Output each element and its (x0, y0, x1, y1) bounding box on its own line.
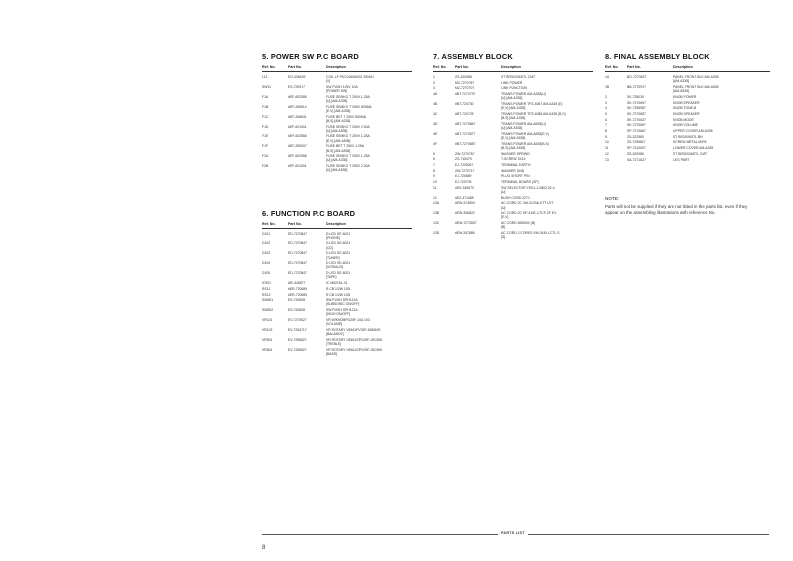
table-row (433, 186, 593, 194)
row-ref: 7 (433, 162, 435, 167)
row-description: FUSE BET T 250V 800MA [B,S] [AM-A335] (326, 114, 366, 123)
table-row (605, 146, 770, 150)
row-part-no: ZW-7270717 (455, 168, 475, 173)
row-part-no: ZW-7270767 (455, 151, 475, 156)
table-row (433, 81, 593, 85)
row-description: SW PUSH SPH121A [HIGH ON/OFF] (326, 308, 358, 317)
row-ref: 4F (433, 141, 437, 146)
row-description: KNOB TONE-B (673, 106, 697, 111)
row-description: VR W/KNOBPG25F-10A 103 [VOLUME] (326, 318, 370, 327)
row-part-no: #EW-336822 (455, 211, 475, 216)
row-ref: SW501 (262, 298, 274, 303)
header-desc: Description (501, 65, 521, 69)
row-ref: 8 (605, 129, 607, 134)
table-row (262, 115, 412, 123)
row-description: VR ROTARY V8161PV25F-4BM10K [BALANCE] (326, 327, 381, 337)
table-row (262, 85, 412, 93)
row-description: FUSE SEMKO T 250V 800MA [E,V] [AM-A335] (326, 104, 372, 113)
row-part-no: EJ-720689 (455, 174, 472, 179)
row-part-no: EV-7255827 (288, 347, 307, 352)
table-row (605, 118, 770, 122)
row-part-no: SK-7270637 (627, 117, 646, 122)
final-table (605, 75, 770, 162)
row-description: FUSE SEMKO T 250V 1.25A [E,V] [AM-A535] (326, 134, 370, 143)
table-row (433, 112, 593, 120)
row-description: D LED SE-6021 [VCR/AUX] (326, 261, 351, 270)
row-ref: 9 (605, 134, 607, 139)
row-ref: 2 (605, 94, 607, 99)
note-title: NOTE: (605, 195, 620, 201)
row-ref: 1B (605, 84, 610, 89)
table-row (433, 122, 593, 130)
row-ref: IC901 (262, 281, 272, 286)
table-row (605, 95, 770, 99)
function-title: 6. FUNCTION P.C BOARD (262, 208, 356, 218)
row-part-no: #EF-601001 (288, 164, 307, 169)
row-ref: 5 (433, 151, 435, 156)
row-ref: 13C (433, 221, 440, 226)
row-part-no: ED-7270847 (288, 261, 308, 266)
row-part-no: EV-7270827 (288, 318, 307, 323)
row-ref: 7 (605, 123, 607, 128)
row-ref: 11 (433, 185, 437, 190)
row-ref: RS11 (262, 286, 271, 291)
row-part-no: #BT-7270867 (455, 121, 476, 126)
row-description: AC CORD 2 CORES VM-0430,LCTL S [S] (501, 231, 560, 240)
row-ref: VR601 (262, 347, 273, 352)
table-row (262, 338, 412, 346)
table-row (262, 232, 412, 240)
row-description: PANEL FRONT BLK AM-A335 [AM-A335] (673, 75, 719, 84)
table-row (262, 261, 412, 269)
header-part: Part No. (455, 65, 469, 69)
row-description: AC CORD 2C KP-419C,LTCF-2F EV [E,V] (501, 211, 557, 220)
row-part-no: ES-720917 (288, 84, 305, 89)
row-ref: 11 (605, 146, 609, 151)
row-description: KNOB SPEAKER (673, 111, 700, 116)
row-description: WASHER GND (501, 168, 525, 173)
row-part-no: #EF-602558 (288, 134, 307, 139)
row-ref: 10 (605, 140, 609, 145)
row-part-no: #EW-7270837 (455, 221, 477, 226)
row-ref: 13D (433, 231, 440, 236)
row-part-no: #EI-346877 (288, 281, 306, 286)
row-part-no: MZ-7270707 (455, 86, 475, 91)
table-row (262, 308, 412, 316)
table-row (433, 231, 593, 239)
table-row (605, 152, 770, 156)
row-description: SW SELECTOR YKS1-1-0802 02-4 [U] (501, 185, 555, 194)
row-part-no: ED-7270847 (288, 231, 308, 236)
row-description: AC CORD 2C VM-0120A,KTT UYT [U] (501, 201, 554, 210)
row-part-no: SK-7270657 (627, 123, 646, 128)
table-row (433, 221, 593, 229)
row-part-no: #EF-256841 (288, 114, 307, 119)
row-ref: 3 (605, 100, 607, 105)
table-row (262, 271, 412, 279)
table-row (433, 142, 593, 150)
table-row (605, 123, 770, 127)
row-description: FUSE SEMKO T 250V 1.25A [U] [AM-A335] (326, 154, 370, 163)
row-description: ST BR3X06STL BN (673, 134, 703, 139)
table-row (605, 129, 770, 133)
table-row (433, 169, 593, 173)
row-ref: F1A (262, 94, 269, 99)
table-row (262, 154, 412, 162)
row-ref: 4B (433, 102, 438, 107)
page-number: 8 (262, 545, 266, 551)
row-ref: 4 (605, 106, 607, 111)
row-part-no: #EF-256514 (288, 104, 307, 109)
table-row (433, 174, 593, 178)
row-description: TERMINAL BOARD (SP) (501, 180, 539, 185)
row-ref: D104 (262, 261, 271, 266)
row-ref: L11 (262, 75, 268, 79)
row-ref: D105 (262, 271, 271, 276)
row-description: TERMINAL EARTH (501, 162, 531, 167)
row-description: KNOB SPEAKER (673, 100, 700, 105)
row-part-no: ZS-320986 (455, 75, 472, 79)
row-part-no: SK-728030 (627, 94, 644, 99)
row-part-no: #EW-374894 (455, 201, 475, 206)
row-description: TRANS POWER AM-A535(E,V) [E,V] [AM-A535] (501, 131, 549, 140)
footer-label: PARTS LIST (498, 531, 528, 535)
row-description: FUSE SEMKO T 250V 2.00A [U] [AM-A535] (326, 124, 370, 133)
row-description: SW PUSH SPH121A [SUBSONIC ON/OFF] (326, 298, 360, 307)
row-part-no: #EF-259007 (288, 144, 307, 149)
row-part-no: #ES-349670 (455, 185, 474, 190)
row-description: AC CORD BS6500 (B) [B] (501, 221, 536, 230)
row-description: TRANS POWER TPZ-4087 AM-A335 (E) [E,V] [AM-A335] (501, 102, 563, 111)
row-part-no: #BT-720730 (455, 102, 474, 107)
row-part-no: EV-7254717 (288, 327, 307, 332)
row-ref: 4E (433, 131, 438, 136)
row-part-no: MZ-7270787 (455, 80, 475, 85)
table-row (262, 95, 412, 103)
row-description: FUSE SEMKO T 250V 1.25A [U] [AM-A335] (326, 94, 370, 104)
table-row (262, 348, 412, 356)
table-row (433, 163, 593, 167)
table-row (433, 86, 593, 90)
header-part: Part No. (288, 221, 302, 226)
header-desc: Description (326, 65, 346, 69)
power-sw-table (262, 75, 412, 173)
assembly-table (433, 75, 593, 240)
row-ref: RS12 (262, 292, 271, 297)
table-row (262, 164, 412, 172)
final-title: 8. FINAL ASSEMBLY BLOCK (605, 52, 710, 61)
table-row (262, 281, 412, 285)
row-part-no: SP-7210607 (627, 146, 646, 151)
table-row (433, 157, 593, 161)
row-ref: SW502 (262, 308, 274, 313)
row-ref: 5 (605, 111, 607, 116)
row-part-no: EV-7255827 (288, 337, 307, 342)
row-part-no: ES-720698 (288, 308, 305, 313)
row-description: COIL LF PKC01606H02 250UH [V] (326, 75, 374, 84)
row-part-no: SA-7271627 (627, 157, 646, 162)
row-description: TRANS POWER AM-A335(U) [U] [AM-A335] (501, 92, 546, 101)
header-part: Part No. (288, 65, 302, 69)
row-ref: 6 (433, 157, 435, 162)
row-description: SCREW METAL M3*8 (673, 140, 707, 145)
row-description: PLUG SHORT PIN (501, 174, 530, 179)
row-ref: 4D (433, 121, 438, 126)
row-part-no: #EF-601001 (288, 124, 307, 129)
header-desc: Description (673, 65, 693, 69)
row-description: D LED SE-6021 [CD] (326, 241, 351, 250)
row-description: PANEL FRONT BLK AM-A535 [AM-A535] (673, 84, 719, 94)
table-row (262, 328, 412, 336)
table-row (605, 75, 770, 83)
table-row (262, 241, 412, 249)
assembly-title: 7. ASSEMBLY BLOCK (433, 52, 513, 61)
header-ref: Ref. No. (262, 221, 276, 226)
row-ref: VR102 (262, 327, 273, 332)
table-row (433, 196, 593, 200)
table-row (433, 211, 593, 219)
header-part: Part No. (627, 65, 641, 69)
table-row (433, 75, 593, 79)
table-row (262, 287, 412, 291)
row-part-no: #ER-720689 (288, 286, 308, 291)
row-description: LINK FUNCTION (501, 86, 527, 91)
table-row (433, 201, 593, 209)
row-description: IC M5218L-01 (326, 281, 348, 286)
row-ref: VR501 (262, 337, 273, 342)
row-description: ST BR30X06STL CMT (501, 75, 536, 79)
row-part-no: ZS-7255817 (627, 140, 646, 145)
row-description: KNOB POWER (673, 94, 697, 99)
row-description: SW PUSH 125V 10A [POWER SW] (326, 84, 358, 94)
row-description: VR ROTARY V8161GPV25F-15C50K [TREBLE] (326, 337, 383, 347)
table-row (262, 251, 412, 259)
row-description: LEG PART (673, 157, 690, 162)
assembly-header (433, 65, 593, 72)
row-ref: VR101 (262, 318, 273, 323)
column-left (262, 52, 412, 356)
row-part-no: EO-336409 (288, 75, 306, 79)
row-description: KNOB VOLUME (673, 123, 698, 128)
row-ref: 4A (433, 92, 438, 97)
table-row (433, 132, 593, 140)
row-ref: 8 (433, 168, 435, 173)
row-part-no: ES-720698 (288, 298, 305, 303)
row-part-no: SP-7270667 (627, 129, 646, 134)
power-sw-title: 5. POWER SW P.C BOARD (262, 52, 359, 61)
row-description: R CB 1/2W 10Ω (326, 286, 351, 291)
row-part-no: SK-7255987 (627, 106, 646, 111)
row-ref: 12 (605, 151, 609, 156)
row-ref: D101 (262, 231, 271, 236)
column-middle (433, 52, 593, 240)
table-row (605, 101, 770, 105)
row-ref: F2B (262, 164, 269, 169)
table-row (262, 318, 412, 326)
row-ref: 6 (605, 117, 607, 122)
row-part-no: ZS-715479 (455, 157, 472, 162)
row-part-no: ED-7270847 (288, 271, 308, 276)
row-ref: F1E (262, 134, 269, 139)
column-right (605, 52, 770, 216)
row-part-no: ZS-320986 (627, 151, 644, 156)
table-row (262, 105, 412, 113)
table-row (605, 135, 770, 139)
row-description: FUSE BET T 250V 1.25A [B,S] [AM-A535] (326, 144, 365, 153)
row-part-no: #BT-7270877 (455, 131, 476, 136)
table-row (605, 106, 770, 110)
row-part-no: ZS-322580 (627, 134, 644, 139)
row-ref: F1B (262, 104, 269, 109)
row-description: KNOB MODE (673, 117, 694, 122)
row-description: LOWER COVER AM-A335 (673, 146, 714, 151)
row-part-no: #BT-7270887 (455, 141, 476, 146)
row-part-no: ED-7270847 (288, 241, 308, 246)
row-ref: D102 (262, 241, 271, 246)
row-ref: 13 (605, 157, 609, 162)
row-description: FUSE SEMKO T 250V 2.00A [U] [AM-A535] (326, 164, 370, 173)
row-description: WASHER SPRING (501, 151, 530, 156)
row-ref: 4C (433, 111, 438, 116)
row-part-no: ED-7270847 (288, 251, 308, 256)
table-row (262, 125, 412, 133)
row-description: D LED SE-6021 [TUNER] (326, 251, 351, 260)
row-part-no: EJ-720705 (455, 180, 472, 185)
row-description: TRANS POWER TPZ-4086 AM-A335 (B,S) [B,S] [AM-A335] (501, 111, 566, 121)
row-ref: 1 (433, 75, 435, 79)
header-ref: Ref. No. (605, 65, 619, 69)
row-description: TRANS POWER AM-A535(B,S) [B,S] [AM-A535] (501, 141, 549, 150)
header-desc: Description (326, 221, 346, 226)
table-row (605, 140, 770, 144)
note-text: Parts will not be supplied if they are not listed in the parts list, even if they appear on the assembling illustrations with reference No. (605, 203, 748, 215)
table-row (605, 158, 770, 162)
table-row (433, 152, 593, 156)
table-row (433, 92, 593, 100)
row-description: D LED SE-6021 [PHONE] (326, 231, 351, 240)
table-row (262, 134, 412, 142)
row-part-no: BB-7270917 (627, 84, 646, 89)
row-ref: 12 (433, 195, 437, 200)
row-ref: 10 (433, 180, 437, 185)
row-description: UPPER COVER AM-A335 (673, 129, 713, 134)
row-description: ST BR30X06STL CMT (673, 151, 708, 156)
function-table (262, 232, 412, 357)
table-row (262, 144, 412, 152)
row-part-no: #ER-720689 (288, 292, 308, 297)
final-header (605, 65, 770, 72)
row-ref: 1A (605, 75, 610, 79)
row-description: TRANS POWER AM-A535(U) [U] [AM-A535] (501, 121, 546, 131)
row-part-no: #EF-602558 (288, 94, 307, 99)
table-row (605, 112, 770, 116)
row-part-no: EJ-7225267 (455, 162, 474, 167)
row-description: LINK POWER (501, 80, 523, 85)
row-ref: F1F (262, 144, 269, 149)
row-ref: SW11 (262, 84, 271, 89)
function-header (262, 222, 412, 229)
power-sw-header (262, 65, 412, 72)
row-part-no: SK-7270687 (627, 111, 646, 116)
table-row (433, 180, 593, 184)
table-row (262, 293, 412, 297)
row-ref: F2A (262, 154, 269, 159)
row-description: R CB 1/2W 10Ω (326, 292, 351, 297)
row-ref: D103 (262, 251, 271, 256)
row-ref: 13A (433, 201, 440, 206)
row-ref: F1D (262, 124, 269, 129)
row-ref: F1C (262, 114, 269, 119)
row-description: BUSH CORD 2271 (501, 195, 530, 200)
table-row (605, 85, 770, 93)
row-part-no: #EW-347886 (455, 231, 475, 236)
header-ref: Ref. No. (433, 65, 447, 69)
row-ref: 3 (433, 86, 435, 91)
row-ref: 9 (433, 174, 435, 179)
row-ref: 2 (433, 80, 435, 85)
row-part-no: #EZ-371485 (455, 195, 474, 200)
row-part-no: SK-7270697 (627, 100, 646, 105)
row-description: T-SCREW 3X14 (501, 157, 526, 162)
row-description: D LED SE-6021 [TAPE] (326, 271, 351, 280)
header-ref: Ref. No. (262, 65, 276, 69)
row-ref: 13B (433, 211, 440, 216)
row-description: VR ROTARY V8161GPV25F-15C50K [BASS] (326, 347, 383, 356)
row-part-no: #BT-7270737 (455, 92, 476, 97)
row-part-no: #BT-720729 (455, 111, 474, 116)
table-row (262, 75, 412, 83)
table-row (433, 102, 593, 110)
row-part-no: #EF-602558 (288, 154, 307, 159)
row-part-no: BG-7270637 (627, 75, 647, 79)
table-row (262, 298, 412, 306)
